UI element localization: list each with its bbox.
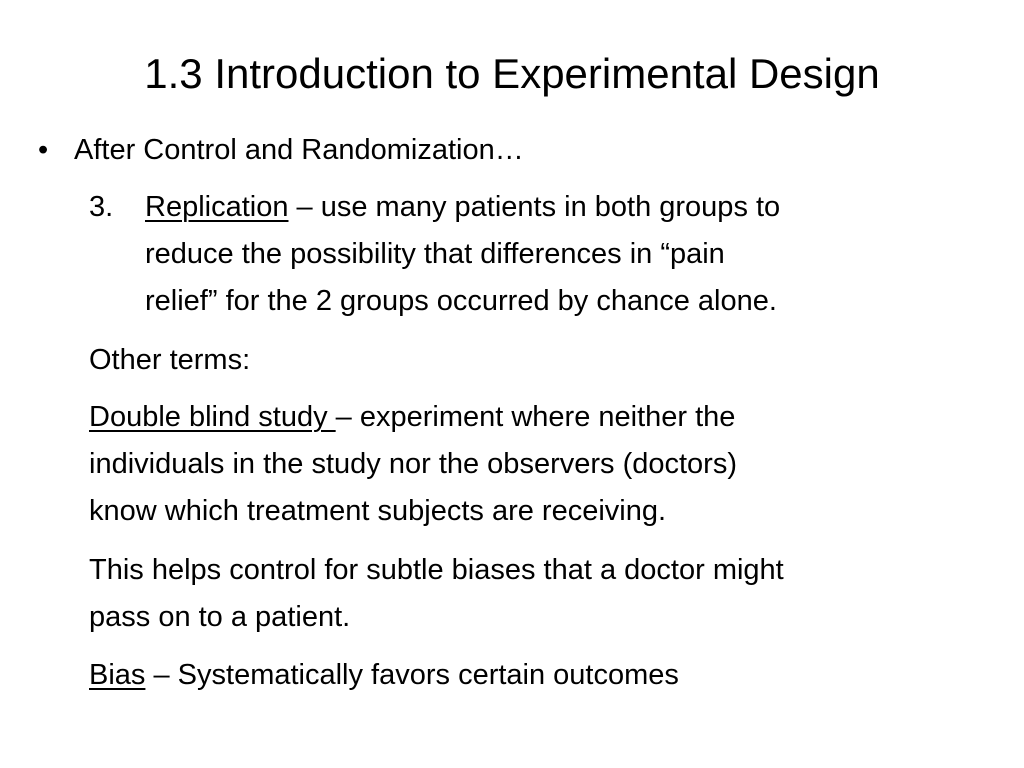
bias-definition: – Systematically favors certain outcomes	[145, 659, 679, 691]
bullet-dot-icon: •	[38, 134, 49, 166]
bullet-text: After Control and Randomization…	[74, 134, 524, 166]
replication-paragraph	[145, 184, 780, 325]
helps-paragraph	[89, 547, 784, 641]
replication-line-1-rest: – use many patients in both groups to	[288, 191, 781, 223]
double-blind-paragraph	[89, 394, 737, 535]
helps-line-1: This helps control for subtle biases that a doctor might	[89, 554, 784, 586]
replication-term: Replication	[145, 191, 289, 223]
double-blind-line-1	[89, 394, 737, 441]
double-blind-term: Double blind study	[89, 401, 336, 433]
slide-title: 1.3 Introduction to Experimental Design	[144, 50, 880, 97]
helps-line-2: pass on to a patient.	[89, 601, 351, 633]
replication-line-3: relief” for the 2 groups occurred by chance alone.	[145, 285, 777, 317]
bias-term: Bias	[89, 659, 146, 691]
replication-line-2: reduce the possibility that differences in “pain	[145, 238, 725, 270]
bias-paragraph	[89, 652, 679, 699]
bullet-item	[38, 127, 524, 174]
double-blind-line-2: individuals in the study nor the observers (doctors)	[89, 448, 737, 480]
replication-line-1	[145, 184, 780, 231]
double-blind-line-1-rest: – experiment where neither the	[335, 401, 736, 433]
replication-number: 3.	[89, 191, 114, 223]
double-blind-line-3: know which treatment subjects are receiving.	[89, 495, 667, 527]
other-terms-heading: Other terms:	[89, 344, 251, 376]
